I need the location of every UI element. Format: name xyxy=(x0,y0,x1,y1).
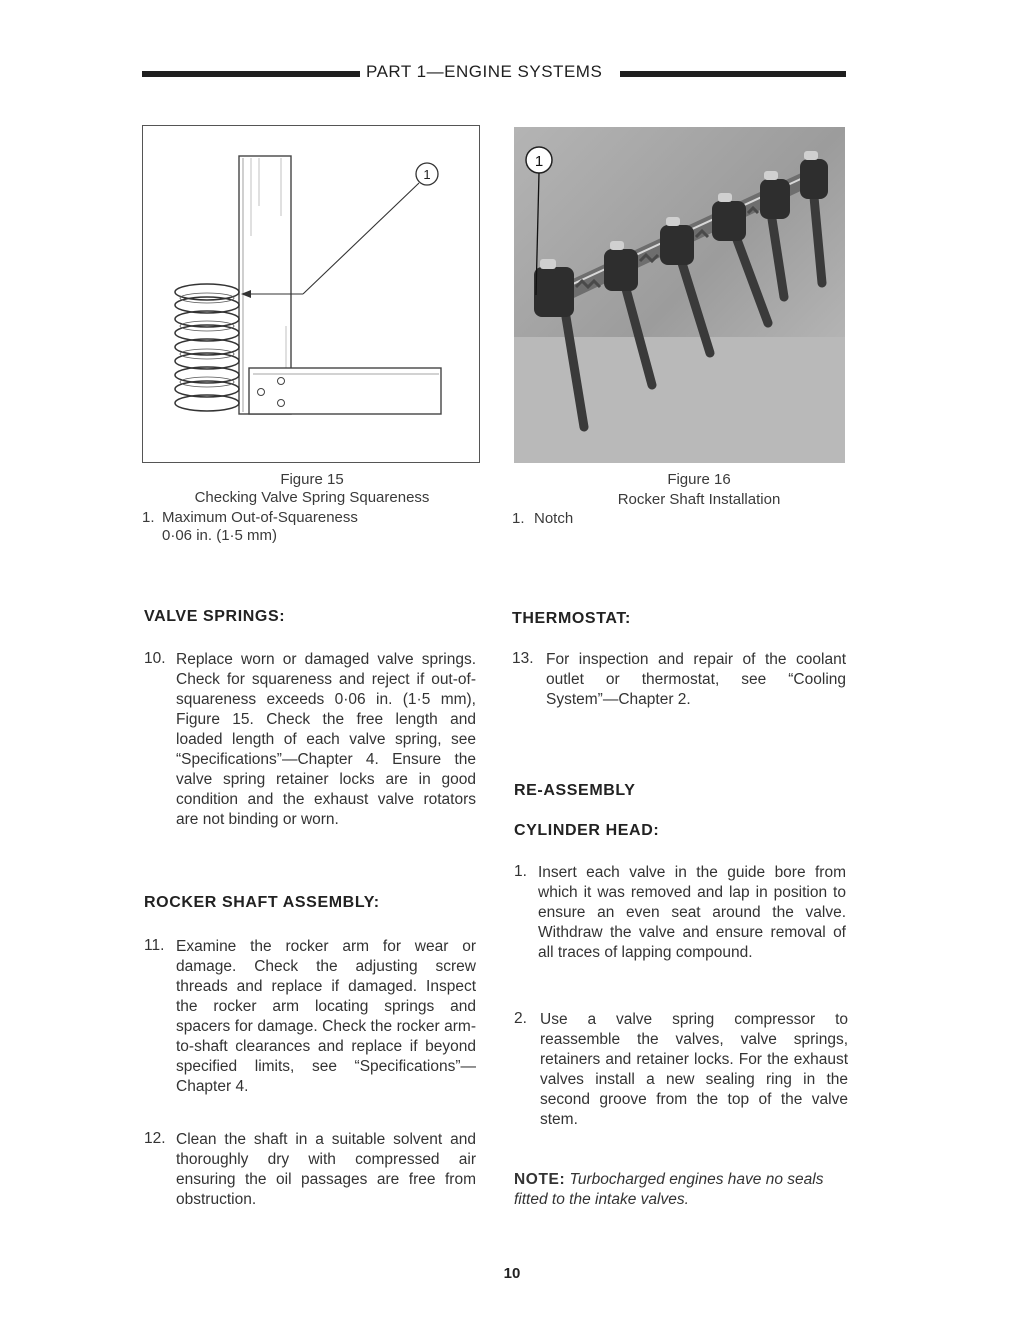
step-2-text: Use a valve spring compressor to reassemble the valves, valve springs, retainers and retainer locks. For the exhaust valves install a new sealing ring in the second groove from the top of the valve stem. xyxy=(540,1011,848,1128)
valve-springs-heading: VALVE SPRINGS: xyxy=(144,608,286,625)
figure-16-legend-number: 1. xyxy=(512,510,525,527)
figure-15-title: Figure 15 xyxy=(280,471,344,488)
rocker-shaft-photo-drawing xyxy=(514,127,845,463)
step-13-number: 13. xyxy=(512,650,534,667)
figure-15-legend-text: Maximum Out-of-Squareness xyxy=(162,509,358,526)
rocker-shaft-assembly-heading: ROCKER SHAFT ASSEMBLY: xyxy=(144,894,380,911)
header-rule-right xyxy=(620,71,846,77)
figure-16-caption: Rocker Shaft Installation xyxy=(617,491,781,508)
figure-16-photo xyxy=(514,127,845,463)
figure-16-title: Figure 16 xyxy=(667,471,731,488)
page-number: 10 xyxy=(503,1265,521,1282)
step-2-number: 2. xyxy=(514,1010,527,1027)
note-label: NOTE: xyxy=(514,1171,566,1188)
step-1-text: Insert each valve in the guide bore from which it was removed and lap in position to ensure an even seat around the valve. Withdraw the valve and ensure removal of all traces of lapping compound. xyxy=(538,864,846,961)
step-11-text: Examine the rocker arm for wear or damage. Check the adjusting screw threads and replace if damaged. Inspect the rocker arm locating springs and spacers for damage. Check the rocker arm-to-shaft clearances and replace if beyond specified limits, see “Specifications”—Chapter 4. xyxy=(176,938,476,1095)
figure-15-callout: 1 xyxy=(423,167,431,182)
cylinder-head-heading: CYLINDER HEAD: xyxy=(514,822,660,839)
figure-15-illustration xyxy=(142,125,480,463)
figure-15-caption: Checking Valve Spring Squareness xyxy=(194,489,430,506)
note-text: Turbocharged engines have no seals fitted to the intake valves. xyxy=(514,1171,824,1208)
thermostat-heading: THERMOSTAT: xyxy=(512,610,631,627)
header-rule-left xyxy=(142,71,360,77)
valve-spring-square-drawing xyxy=(143,126,479,462)
step-10-text: Replace worn or damaged valve springs. Check for squareness and reject if out-of-squareness exceeds 0·06 in. (1·5 mm), Figure 15. Check the free length and loaded length of each valve spring, see “Specifications”—Chapter 4. Ensure the valve spring retainer locks are in good condition and the exhaust valve rotators are not binding or worn. xyxy=(176,651,476,828)
figure-15-legend-value: 0·06 in. (1·5 mm) xyxy=(162,527,278,544)
re-assembly-heading: RE-ASSEMBLY xyxy=(514,782,636,799)
figure-16-callout: 1 xyxy=(534,153,544,170)
step-1-number: 1. xyxy=(514,863,527,880)
step-11-number: 11. xyxy=(144,937,165,954)
figure-15-legend-number: 1. xyxy=(142,509,155,526)
step-13-text: For inspection and repair of the coolant outlet or thermostat, see “Cooling System”—Chapter 2. xyxy=(546,651,846,708)
step-12-number: 12. xyxy=(144,1130,166,1147)
step-10-number: 10. xyxy=(144,650,166,667)
note-block xyxy=(514,1170,848,1210)
step-12-text: Clean the shaft in a suitable solvent and thoroughly dry with compressed air ensuring the oil passages are free from obstruction. xyxy=(176,1131,476,1208)
figure-16-legend-text: Notch xyxy=(534,510,574,527)
page-header-title: PART 1—ENGINE SYSTEMS xyxy=(366,62,603,81)
